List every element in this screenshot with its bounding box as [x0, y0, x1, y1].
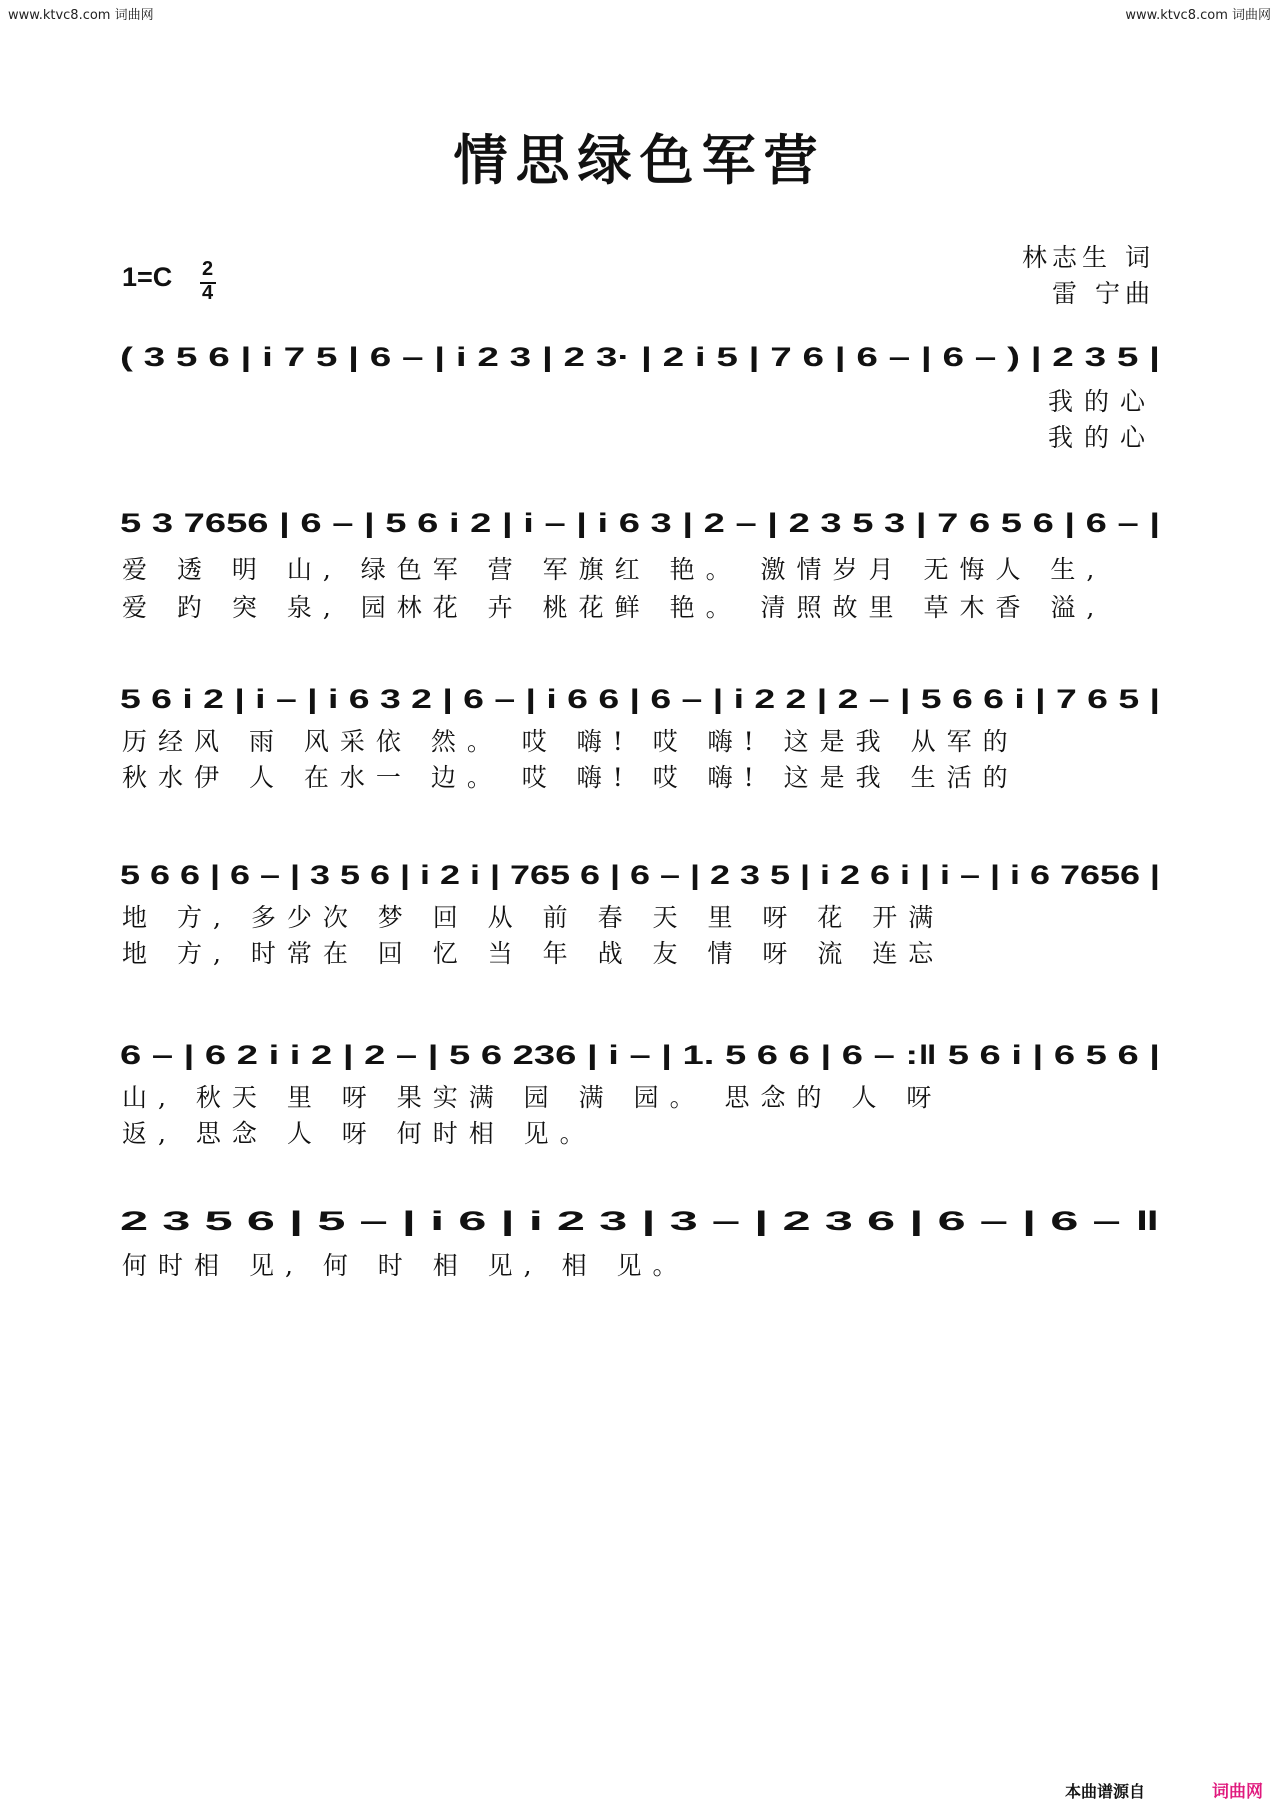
lyric-verse-1-line-6: 何时相 见, 何 时 相 见, 相 见。	[122, 1251, 689, 1280]
footer-site-logo: 词曲网	[1212, 1782, 1263, 1802]
key-signature: 1=C	[122, 262, 173, 292]
lyric-verse-1-line-4: 地 方, 多少次 梦 回 从 前 春 天 里 呀 花 开满	[122, 903, 945, 932]
lyric-verse-1-line-3: 历经风 雨 风采依 然。 哎 嗨! 哎 嗨! 这是我 从军的	[122, 727, 1019, 756]
lyric-verse-1-line-2: 爱 透 明 山, 绿色军 营 军旗红 艳。 激情岁月 无悔人 生,	[122, 555, 1106, 584]
composer-credit: 雷 宁曲	[1052, 279, 1155, 308]
notation-text-6: 2 3 5 6 | 5 – | i 6 | i 2 3 | 3 – | 2 3 6 | 6 – | 6 – ‖	[120, 1206, 1160, 1236]
time-signature-denominator: 4	[202, 282, 214, 304]
time-signature-numerator: 2	[202, 258, 214, 280]
lyric-verse-2-line-1: 我的心	[1048, 423, 1157, 452]
header-site-left: www.ktvc8.com 词曲网	[8, 8, 154, 23]
notation-staff-5	[120, 1030, 1160, 1078]
song-title: 情思绿色军营	[453, 128, 826, 192]
lyric-verse-1-line-1: 我的心	[1048, 387, 1157, 416]
lyric-verse-2-line-3: 秋水伊 人 在水一 边。 哎 嗨! 哎 嗨! 这是我 生活的	[122, 763, 1019, 792]
notation-text-5: 6 – | 6 2 i i 2 | 2 – | 5 6 236 | i – | 1. 5 6 6 | 6 – :‖ 5 6 i | 6 5 6 |	[120, 1040, 1160, 1070]
notation-text-2: 5 3 7656 | 6 – | 5 6 i 2 | i – | i 6 3 | 2 – | 2 3 5 3 | 7 6 5 6 | 6 – |	[120, 508, 1160, 538]
lyric-verse-2-line-2: 爱 趵 突 泉, 园林花 卉 桃花鲜 艳。 清照故里 草木香 溢,	[122, 593, 1106, 622]
lyric-verse-1-line-5: 山, 秋天 里 呀 果实满 园 满 园。 思念的 人 呀	[122, 1083, 943, 1112]
notation-text-3: 5 6 i 2 | i – | i 6 3 2 | 6 – | i 6 6 | 6 – | i 2 2 | 2 – | 5 6 6 i | 7 6 5 |	[120, 684, 1160, 714]
notation-staff-3	[120, 674, 1160, 722]
lyric-verse-2-line-5: 返, 思念 人 呀 何时相 见。	[122, 1119, 596, 1148]
header-site-right: www.ktvc8.com 词曲网	[1125, 8, 1271, 23]
notation-staff-6	[120, 1196, 1160, 1244]
notation-staff-2	[120, 498, 1160, 546]
lyricist-credit: 林志生 词	[1022, 243, 1155, 272]
notation-staff-svg-6	[120, 1196, 1160, 1244]
lyric-verse-2-line-4: 地 方, 时常在 回 忆 当 年 战 友 情 呀 流 连忘	[122, 939, 945, 968]
notation-text-1: ( 3 5 6 | i 7 5 | 6 – | i 2 3 | 2 3· | 2 i 5 | 7 6 | 6 – | 6 – ) | 2 3 5 |	[120, 342, 1160, 372]
notation-staff-svg-3	[120, 674, 1160, 722]
footer-source-text: 本曲谱源自	[1064, 1782, 1145, 1801]
notation-staff-svg-5	[120, 1030, 1160, 1078]
notation-staff-svg-2	[120, 498, 1160, 546]
notation-text-4: 5 6 6 | 6 – | 3 5 6 | i 2 i | 765 6 | 6 – | 2 3 5 | i 2 6 i | i – | i 6 7656 |	[120, 860, 1160, 890]
notation-staff-svg-1	[120, 332, 1160, 380]
notation-staff-1	[120, 332, 1160, 380]
notation-staff-svg-4	[120, 850, 1160, 898]
notation-staff-4	[120, 850, 1160, 898]
